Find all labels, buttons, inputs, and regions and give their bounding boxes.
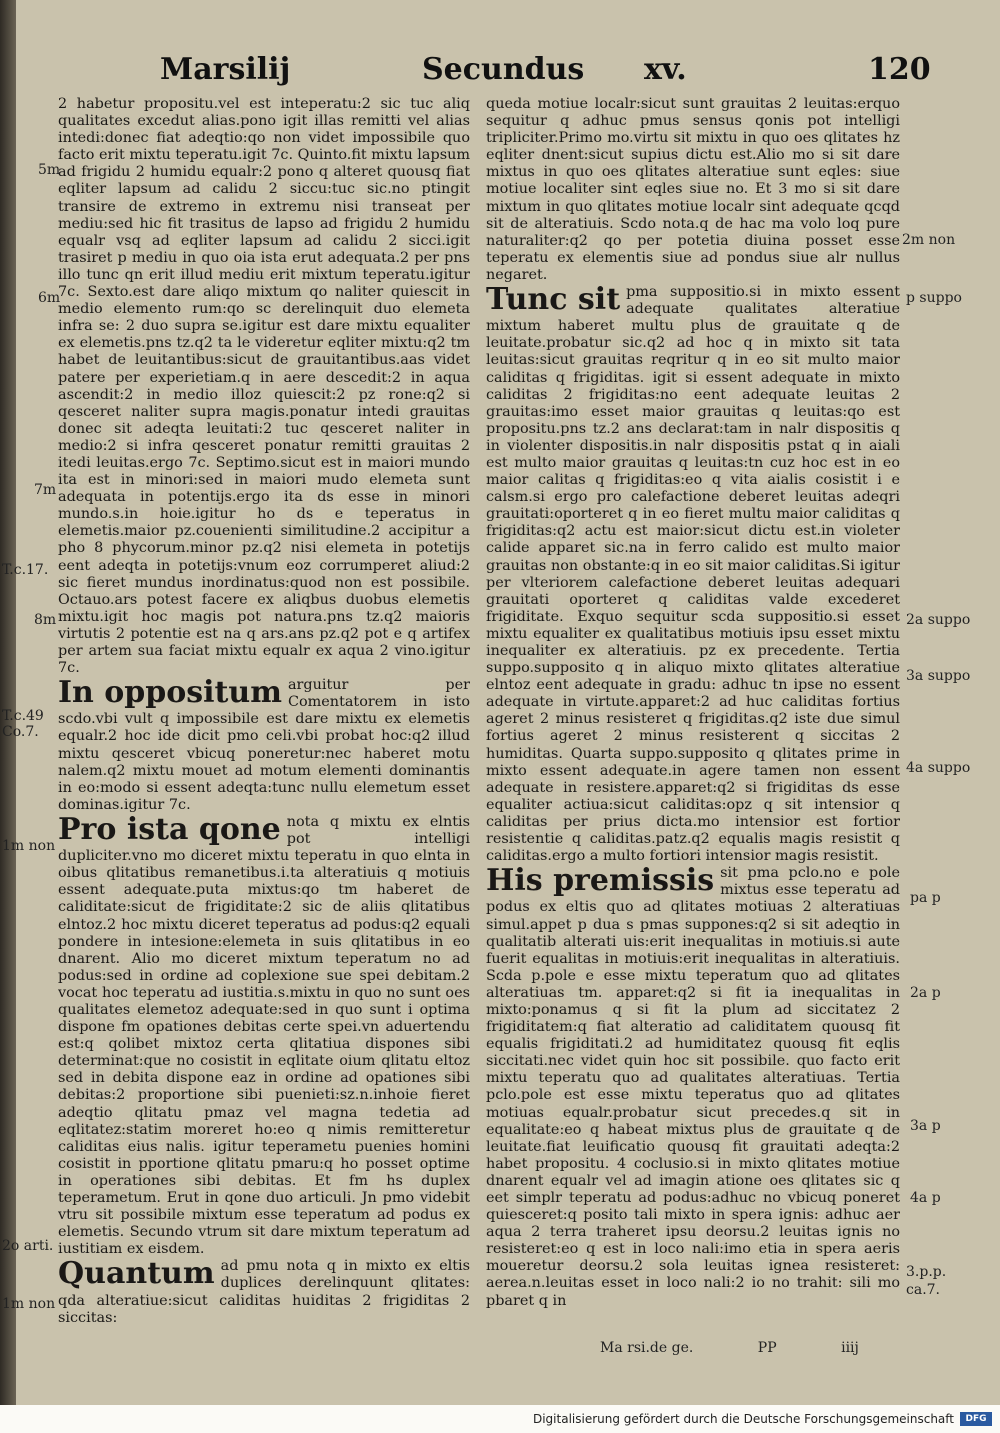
margin-note-left: 2o arti. [2,1238,54,1254]
left-intro: 2 habetur propositu.vel est inteperatu:2 sic tuc aliq qualitates excedut alias.pono igit illas remitti vel alias intedi:donec fiat adeqtio:qo non videt impossibile quo facto erit mixtu teperatu.igit 7c. Quinto.fit mixtu lapsum ad frigidu 2 humidu equalr:2 pono q alteret quousq fiat eqliter lapsum ad calidu 2 siccu:tuc sic.no ptingit transire de extremo in extremu nisi transeat per mediu:sed hic fit trasitus de lapso ad frigidu 2 humidu equalr vsq ad eqliter lapsum ad calidu 2 sicci.igit trasiret p mediu in quo oia ista erut adequata.2 per pns illo tunc qn erit illud mediu erit mixtum teperatu.igitur 7c. Sexto.est dare aliqo mixtum qo naliter quiescit in medio elemento rum:qo sc derelinquit duo elemeta infra se: 2 duo supra se.igitur est dare mixtu equaliter ex elemetis.pns tz.q2 ta le videretur eqliter mixtu:q2 tm habet de leuitantibus:sicut de grauitantibus.aas videt patere per experietiam.q in aere descedit:2 in aqua ascendit:2 in medio illoz quiescit:2 pz rone:q2 si qesceret naliter supra magis.ponatur intedi grauitas donec sit adeqta leuitati:2 tuc qesceret naliter in medio:2 si infra qesceret ponatur remitti grauitas 2 itedi leuitas.ergo 7c. Septimo.sicut est in maiori mundo ita est in minori:sed in maiori mudo elemeta sunt adequata in potentijs.ergo ita ds esse in minori mundo.s.in hoie.igitur ho ds e teperatus in elemetis.maior pz.couenienti similitudine.2 accipitur a pho 8 phycorum.minor pz.q2 nisi elemeta in potetijs eent adeqta in potetijs:vnum eoz corrumperet aliud:2 sic fieret mundus inordinatus:quod non est possibile. Octauo.ars potest facere ex aliqbus duobus elemetis mixtu.igit hoc magis pot natura.pns tz.q2 maioris virtutis 2 potentie est na q ars.ans pz.q2 pot e q artifex per artem sua faciat mixtu equalr ex aqua 2 vino.igitur 7c. [58,96,470,677]
header-roman: xv. [644,52,687,87]
margin-note-left: T.c.17. [2,562,49,578]
page-footer [600,1340,919,1356]
margin-note-left: 7m [34,482,57,498]
left-heading-3: Quantum [58,1256,215,1292]
right-heading-1: Tunc sit [486,282,621,318]
footer-quire: iiij [841,1340,859,1356]
page-binding-shadow [0,0,16,1405]
left-text-1: arguitur per Comentatorem in isto scdo.vbi vult q impossibile est dare mixtu ex elemetis equalr.2 hoc ide dicit pmo celi.vbi probat hoc:q2 illud mixtu qesceret vbicuq poneretur:nec haberet motu nalem.q2 mixtu mouet ad motum elementi dominantis in eo:modo si essent adeqta:tunc nullu elemetum esset dominas.igitur 7c. [58,677,470,813]
margin-note-right: 2m non [902,232,956,248]
margin-note-left: 8m [34,612,57,628]
digitization-credit [0,1405,1000,1433]
header-center: Secundus [422,52,585,87]
dfg-logo[interactable]: DFG [960,1412,992,1426]
page-number: 120 [868,52,931,87]
margin-note-left: T.c.49 [2,708,44,724]
running-header [160,52,931,92]
right-column [486,96,900,1366]
footer-signature: Ma rsi.de ge. [600,1340,694,1356]
margin-note-right: 3a p [910,1118,941,1134]
margin-note-left: 5m [38,162,61,178]
margin-note-right: 2a suppo [906,612,971,628]
left-heading-2: Pro ista qone [58,811,281,847]
margin-note-left: 1m non [2,838,56,854]
left-text-2: nota q mixtu ex elntis pot intelligi dupliciter.vno mo diceret mixtu teperatu in quo elnta in oibus qlitatibus remanetibus.i.ta alteratiuis q motiuis essent adequate.puta mixtus:qo tm haberet de caliditate:sicut de frigiditate:2 sic de aliis qlitatibus elntoz.2 hoc mixtu diceret teperatus ad podus:q2 equali pondere in intesione:elemeta in suis qlitatibus in eo dnarent. Alio mo diceret mixtum teperatum no ad podus:sed in ordine ad coplexione sue spei debitam.2 vocat hoc teperatu ad iustitia.s.mixtu in quo no sunt oes qualitates elemetoz adequate:sed in quo sunt i optima dispone fm opationes debitas certe spei.vn aduertendu est:q qolibet mixtoz certa qlitatiua dispones sibi determinat:que no cosistit in eqlitate oium qlitatu eltoz sed in debita dispone eaz in ordine ad opationes sibi debitas:2 proportione sibi puenieti:sz.n.inhoie fieret adeqtio qlitatu pmaz vel magna tedetia ad eqlitatez:statim moreret ho:eo q nimis remitteretur caliditas eius nalis. igitur teperametu puenies homini cosistit in pportione qlitatu pmaru:q ho posset optime in operationes sibi debitas. Et fm hs duplex teperametum. Erut in qone duo articuli. Jn pmo videbit vtru sit possibile mixtum esse teperatum ad podus ex elemetis. Secundo vtrum sit dare mixtum teperatum ad iustitiam ex eisdem. [58,813,470,1258]
right-text-2: sit pma pclo.no e pole mixtus esse teperatu ad podus ex eltis quo ad qlitates motiuas 2 alteratiuas simul.appet p dua s pmas suppones:q2 si sit adeqtio in qualitatib alterati uis:erit inequalitas in motiuis.si aute fuerit equalitas in motiuis:erit inequalitas in alteratiuis. Scda p.pole e esse mixtu teperatum quo ad qlitates alteratiuas tm. apparet:q2 si fit ia inequalitas in mixto:ponamus q si fit la plum ad siccitatez 2 frigiditatem:q fiat alteratio ad caliditatem quousq fit equalis frigiditati.2 ad humiditatez quousq fit eqlis siccitati.nec videt quin hoc sit possibile. quo facto erit mixtu teperatu quo ad qualitates alteratiuas. Tertia pclo.pole est esse mixtu teperatus quo ad qlitates motiuas equalr.probatur sicut precedes.q sit in equalitate:eo q habeat mixtus plus de grauitate q de leuitate.fiat leuificatio quousq fit grauitati adeqta:2 habet propositu. 4 coclusio.si in mixto qlitates motiue dnarent equalr vel ad imagin atione oes qlitates sic q eet simplr teperatu ad podus:adhuc no vbicuq poneret quiesceret:q posito tali mixto in spera ignis: adhuc aer aqua 2 terra traheret ipsu deorsu.2 leuitas ignis no resisteret:eo q est in loco nali:imo etia in spera aeris moueretur deorsu.2 sola leuitas ignea resisteret: aerea.n.leuitas esset in loco nali:2 io no trahit: sili mo pbaret q in [486,865,900,1309]
footer-mark: PP [757,1340,777,1356]
right-heading-2: His premissis [486,863,715,899]
margin-note-right: 3.p.p. [906,1264,947,1280]
left-heading-1: In oppositum [58,675,282,711]
margin-note-left: Co.7. [2,724,39,740]
left-column [58,96,470,1356]
margin-note-right: pa p [910,890,941,906]
margin-note-right: 3a suppo [906,668,971,684]
header-left: Marsilij [160,52,291,87]
right-intro: queda motiue localr:sicut sunt grauitas 2 leuitas:erquo sequitur q adhuc pmus sensus qonis pot intelligi tripliciter.Primo mo.virtu sit mixtu in quo oes qlitates hz eqliter dnent:sicut supius dictu est.Alio mo si sit dare mixtus in quo oes qlitates alteratiue sunt eqles: siue motiue localiter sint eqles siue no. Et 3 mo si sit dare mixtum in quo qlitates motiue localr sint adequate qcqd sit de alteratiuis. Scdo nota.q de hac ma volo loq pure naturaliter:q2 qo per potetia diuina posset esse teperatu ex elementis siue ad pondus siue alr nullus negaret. [486,96,900,283]
margin-note-right: 4a suppo [906,760,971,776]
margin-note-left: 1m non [2,1296,56,1312]
credit-text: Digitalisierung gefördert durch die Deutsche Forschungsgemeinschaft [532,1412,954,1426]
margin-note-right: p suppo [906,290,962,306]
margin-note-right: ca.7. [906,1282,940,1298]
left-text-3: ad pmu nota q in mixto ex eltis duplices derelinquunt qlitates: qda alteratiue:sicut caliditas huiditas 2 frigiditas 2 siccitas: [58,1258,470,1326]
margin-note-right: 4a p [910,1190,941,1206]
margin-note-right: 2a p [910,985,941,1001]
margin-note-left: 6m [38,290,61,306]
right-text-1: pma suppositio.si in mixto essent adequate qualitates alteratiue mixtum haberet multu plus de grauitate q de leuitate.probatur sic.q2 ad hoc q in mixto sit tata leuitas:sicut grauitas reqritur q in eo sit multo maior caliditas q frigiditas. igit si essent adequate in mixto caliditas 2 frigiditas:no eent adequate leuitas 2 grauitas:imo esset maior grauitas q leuitas:qo est propositu.pns tz.2 ans declarat:tam in nalr dispositis q in violenter dispositis.in nalr dispositis pstat q in aiali est multo maior grauitas q leuitas:tn cuz hoc est in eo maior calitas q frigiditas:eo q vita aialis cosistit i e calsm.si ergo pro calefactione deberet leuitas adeqri grauitati:oporteret q in eo fieret multu maior caliditas q frigiditas:q2 actu est maior:sicut dictu est.in violeter calide apparet sic.na in ferro calido est multo maior grauitas non obstante:q in eo sit maior caliditas.Si igitur per vlteriorem calefactione deberet leuitas adequari grauitati oporteret q caliditas valde excederet frigiditate. Exquo sequitur scda suppositio.si esset mixtu equaliter ex qualitatibus motiuis ipsu esset mixtu inequaliter ex alteratiuis. pz ex precedente. Tertia suppo.supposito q in aliquo mixto qlitates alteratiue elntoz eent adequate in gradu: adhuc tn ipse no essent adequate in virtute.apparet:2 ad huc caliditas fortius ageret 2 minus resisteret q frigiditas.q2 iste due simul fortius ageret 2 minus resisterent q siccitas 2 humiditas. Quarta suppo.supposito q qlitates prime in mixto essent adequate.in agere tamen non essent adequate in resistere.apparet:q2 si frigiditas ds esse equaliter actiua:sicut caliditas:opz q sit intensior q caliditas per prius dicta.mo intensior est fortior resistentie q caliditas.patz.q2 equalis magis resistit q caliditas.ergo a multo fortiori intensior magis resistit. [486,284,900,865]
